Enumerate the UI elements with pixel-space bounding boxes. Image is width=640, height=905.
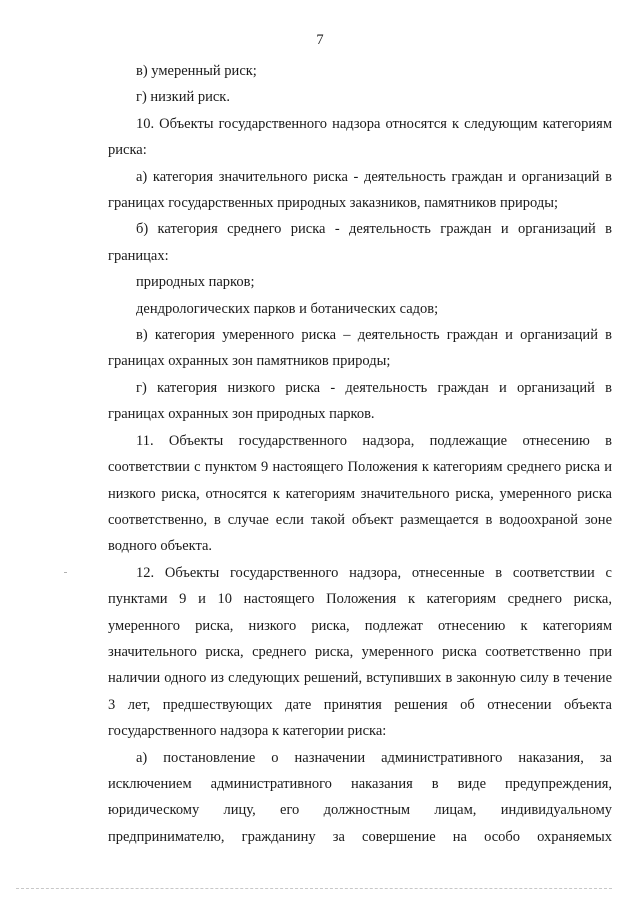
paragraph-clause-10-a: а) категория значительного риска - деятельность граждан и организаций в границах государственных природных заказников, памятников природы; [108,168,612,212]
paragraph-clause-10-v: в) категория умеренного риска – деятельность граждан и организаций в границах охранных зон памятников природы; [108,327,612,370]
paragraph-clause-12: 12. Объекты государственного надзора, отнесенные в соответствии с пунктами 9 и 10 настоящего Положения к категориям среднего риска, умеренного риска, низкого риска, подлежат отнесению к категориям значительного риска, среднего риска, умеренного риска соответственно при наличии одного из следующих решений, вступивших в законную силу в течение 3 лет, предшествующих дате принятия решения об отнесении объекта государственного надзора к категории риска: [108,564,612,740]
paragraph-clause-12-a: а) постановление о назначении административного наказания, за исключением административного наказания в виде предупреждения, юридическому лицу, его должностным лицам, индивидуальному предпринимателю, гражданину за совершение на особо охраняемых [108,749,612,845]
footer-divider [16,888,612,889]
page-number: 7 [316,32,324,48]
paragraph-natural-parks: природных парков; [136,274,255,291]
paragraph-item-v-moderate-risk: в) умеренный риск; [136,63,257,79]
document-body [108,58,612,850]
paragraph-clause-10-g: г) категория низкого риска - деятельность граждан и организаций в границах охранных зон природных парков. [108,379,612,423]
paragraph-item-g-low-risk: г) низкий риск. [136,89,230,106]
paragraph-clause-10: 10. Объекты государственного надзора относятся к следующим категориям риска: [108,115,612,159]
margin-mark [64,572,67,573]
paragraph-dendrological-parks: дендрологических парков и ботанических садов; [136,300,439,317]
paragraph-clause-10-b: б) категория среднего риска - деятельность граждан и организаций в границах: [108,221,612,264]
paragraph-clause-11: 11. Объекты государственного надзора, подлежащие отнесению в соответствии с пунктом 9 настоящего Положения к категориям среднего риска и низкого риска, относятся к категориям значительного риска, умеренного риска соответственно, в случае если такой объект размещается в водоохраной зоне водного объекта. [108,432,612,555]
